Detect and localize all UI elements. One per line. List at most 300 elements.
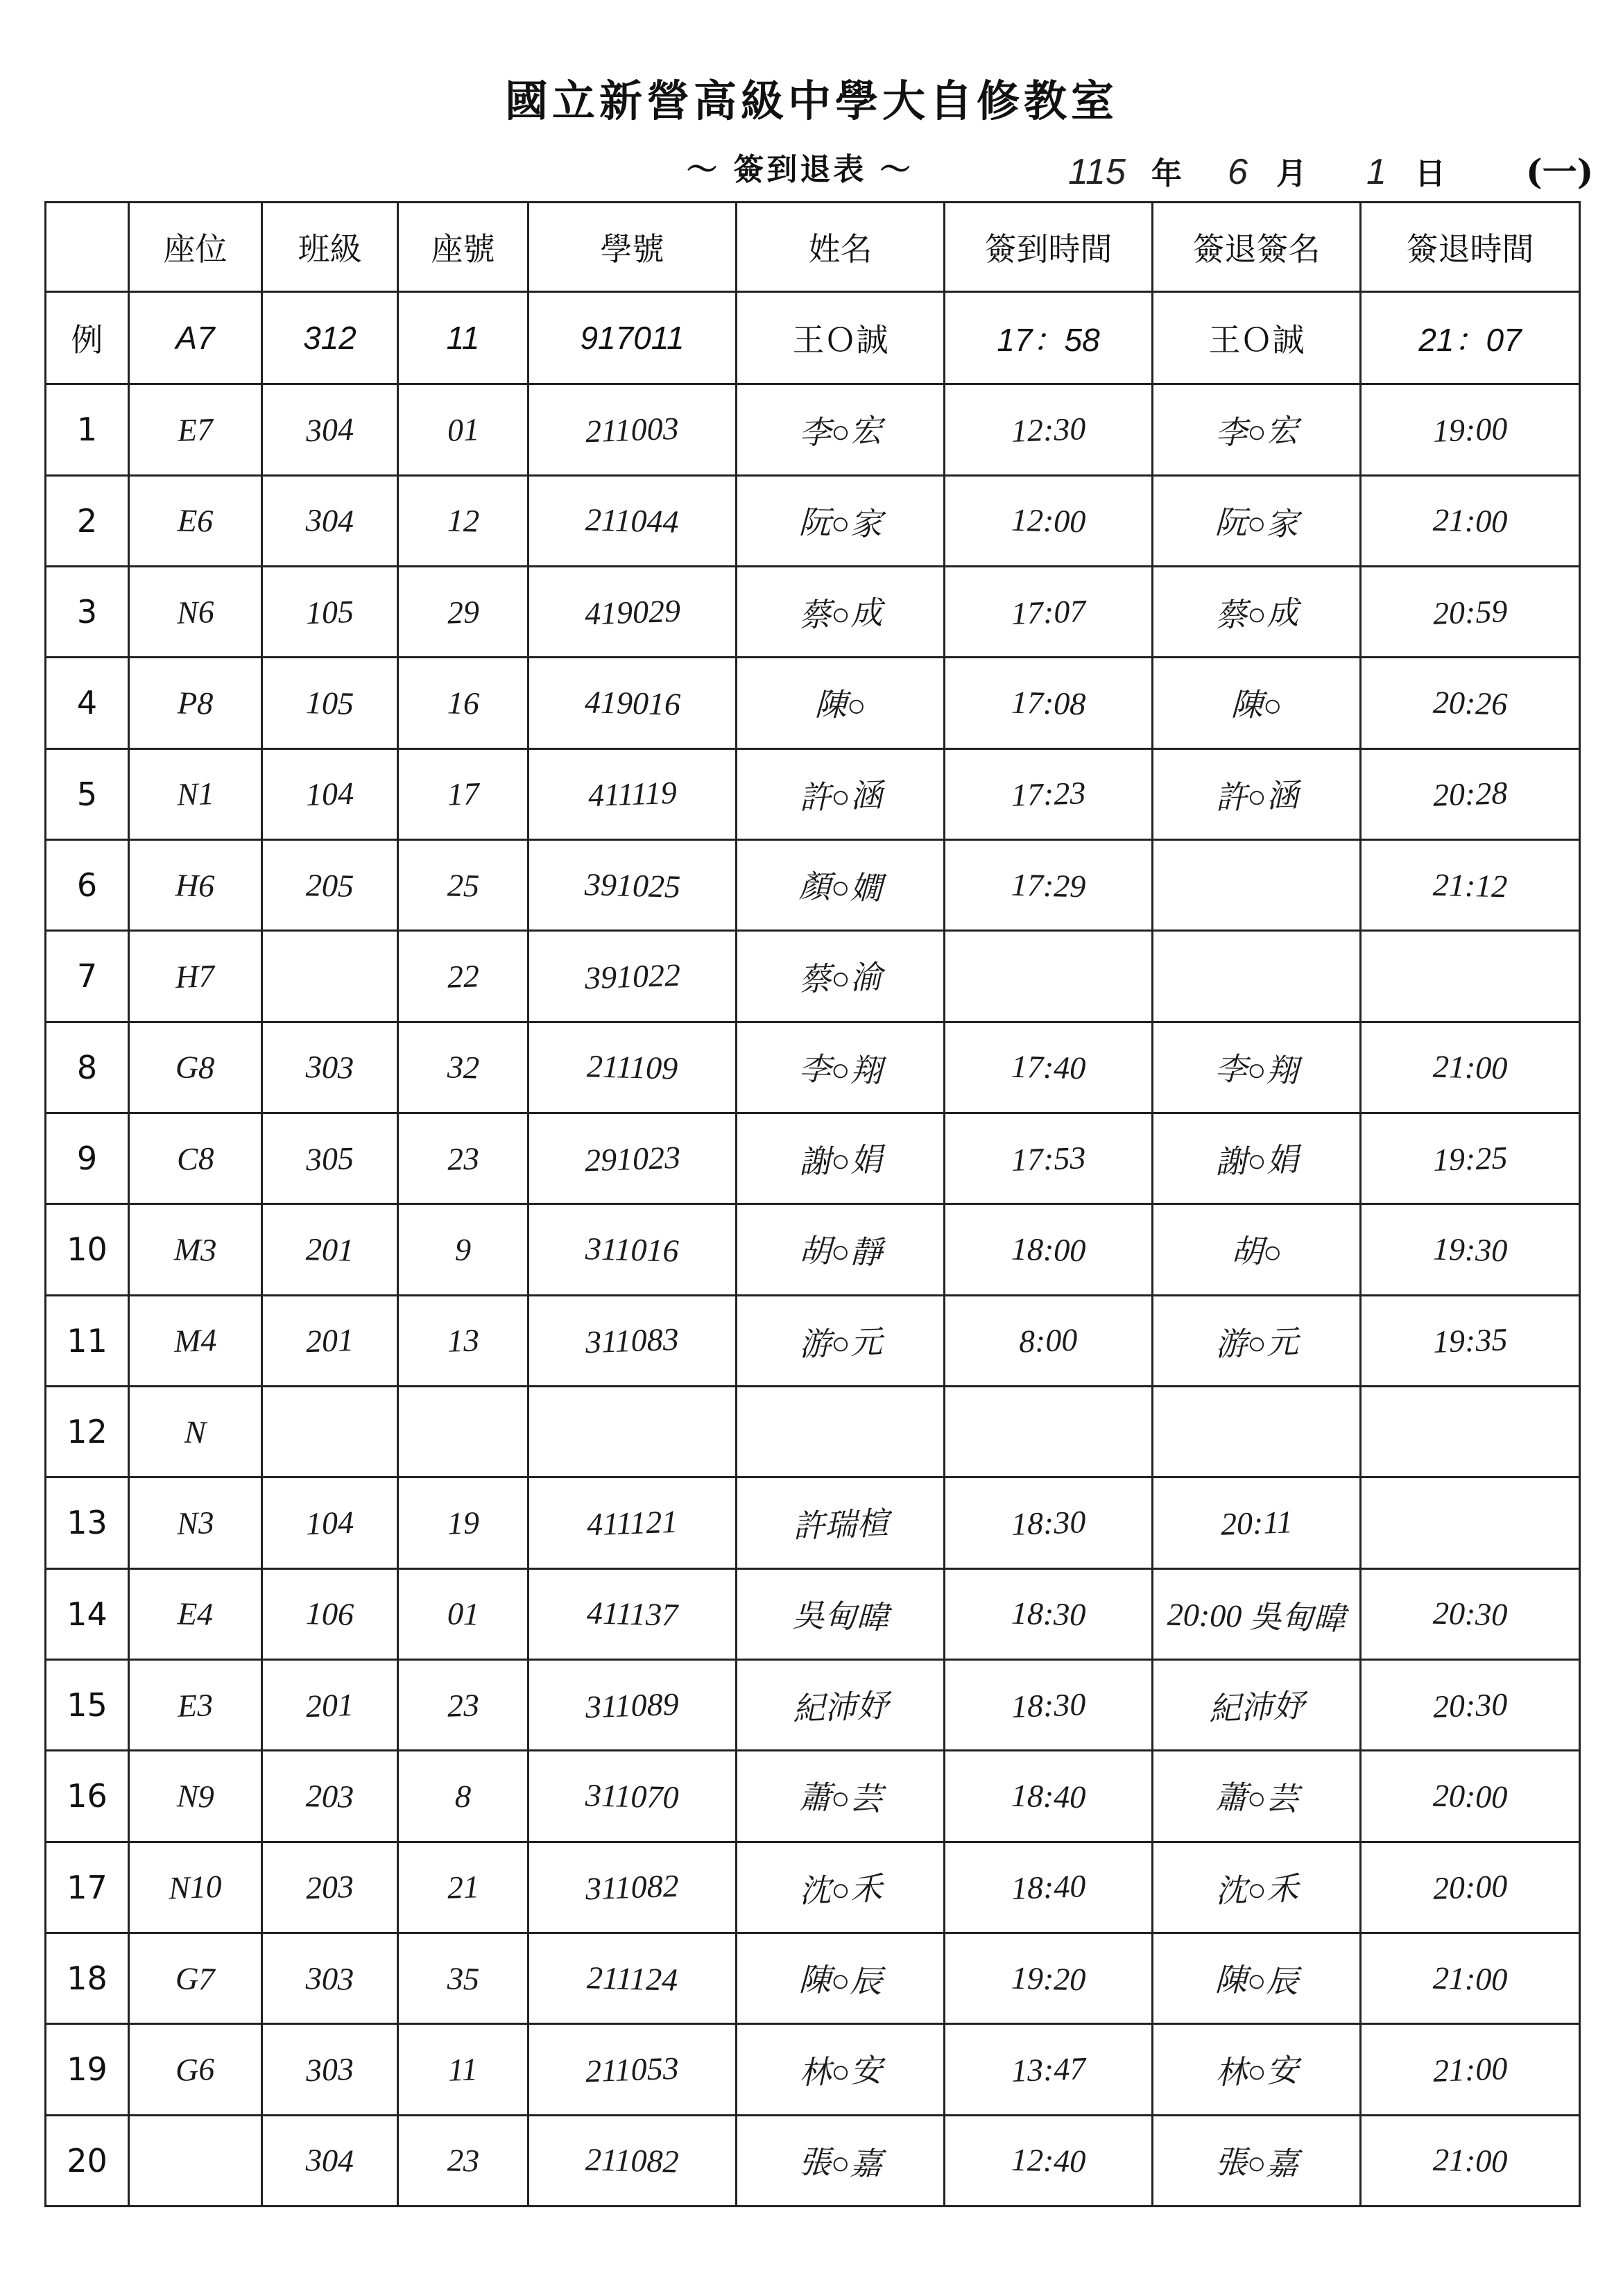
student-id-cell (529, 384, 737, 475)
student-id-cell (529, 1477, 737, 1568)
name-cell-text: 李○翔 (798, 1051, 882, 1089)
seat-no-cell-text: 29 (446, 593, 480, 631)
seat-no-cell (398, 1477, 529, 1568)
sign-out-name-cell (1153, 475, 1361, 566)
sign-in-time-cell-text: 17:40 (1011, 1048, 1086, 1086)
sign-out-time-cell (1361, 1568, 1580, 1659)
seat-no-cell (398, 566, 529, 657)
name-cell (737, 1386, 945, 1477)
seat-no-cell (398, 658, 529, 748)
table-row (46, 1022, 1580, 1113)
class-cell-text: 201 (305, 1231, 354, 1268)
sign-in-time-cell (945, 1022, 1153, 1113)
class-cell (262, 1204, 398, 1295)
name-cell-text: 蕭○芸 (798, 1779, 882, 1817)
row-number: 5 (46, 748, 129, 839)
class-cell-text: 201 (305, 1322, 354, 1360)
seat-no-cell-text: 01 (446, 1595, 480, 1632)
seat-cell (129, 748, 262, 839)
sign-in-time-cell-text: 12:30 (1010, 411, 1087, 449)
student-id-cell-text: 211124 (586, 1959, 678, 1998)
table-row (46, 1386, 1580, 1477)
seat-no-cell-text: 32 (446, 1049, 480, 1086)
table-row (46, 1659, 1580, 1750)
seat-no-cell (398, 2024, 529, 2115)
example-student-id: 917011 (529, 292, 737, 384)
col-header-sign-out-time: 簽退時間 (1361, 203, 1580, 292)
sign-out-time-cell-text: 21:12 (1432, 866, 1508, 905)
name-cell-text: 阮○家 (798, 504, 882, 542)
sign-out-time-cell-text: 20:30 (1432, 1595, 1508, 1633)
sign-out-name-cell (1153, 1933, 1361, 2023)
row-number: 7 (46, 931, 129, 1022)
row-number: 14 (46, 1568, 129, 1659)
seat-no-cell (398, 1568, 529, 1659)
class-cell-text: 305 (305, 1140, 354, 1177)
class-cell (262, 2024, 398, 2115)
name-cell (737, 748, 945, 839)
name-cell-text: 紀沛妤 (791, 1688, 889, 1727)
seat-no-cell-text: 11 (447, 2051, 479, 2088)
name-cell (737, 1295, 945, 1386)
sign-out-time-cell (1361, 1204, 1580, 1295)
class-cell (262, 2115, 398, 2206)
row-number: 2 (46, 475, 129, 566)
sign-out-name-cell-text: 謝○娟 (1214, 1142, 1299, 1181)
class-cell (262, 1295, 398, 1386)
table-row (46, 1295, 1580, 1386)
sign-out-name-cell-text: 張○嘉 (1214, 2144, 1298, 2182)
row-number: 3 (46, 566, 129, 657)
student-id-cell-text: 391025 (583, 866, 681, 905)
student-id-cell-text: 311016 (585, 1231, 680, 1269)
sign-out-name-cell (1153, 1386, 1361, 1477)
class-cell (262, 1113, 398, 1203)
name-cell-text: 吳甸暐 (791, 1597, 889, 1636)
class-cell (262, 475, 398, 566)
sign-in-time-cell-text: 18:30 (1010, 1504, 1087, 1542)
table-row (46, 748, 1580, 839)
seat-cell (129, 931, 262, 1022)
student-id-cell (529, 2024, 737, 2115)
name-cell-text: 蔡○成 (798, 595, 883, 634)
seat-no-cell (398, 1842, 529, 1933)
student-id-cell-text: 311083 (585, 1321, 680, 1360)
student-id-cell (529, 1386, 737, 1477)
sign-in-time-cell-text: 13:47 (1010, 2050, 1087, 2089)
sign-out-time-cell-text: 21:00 (1432, 502, 1508, 540)
sign-in-time-cell (945, 1933, 1153, 2023)
form-date (1068, 144, 1593, 194)
seat-no-cell-text: 23 (446, 1140, 480, 1177)
sign-out-time-cell (1361, 1386, 1580, 1477)
seat-no-cell (398, 2115, 529, 2206)
seat-cell (129, 1659, 262, 1750)
name-cell-text: 沈○禾 (798, 1870, 883, 1909)
name-cell (737, 566, 945, 657)
sign-out-name-cell-text: 游○元 (1214, 1323, 1299, 1362)
name-cell (737, 2115, 945, 2206)
row-number: 19 (46, 2024, 129, 2115)
sign-in-table (44, 201, 1581, 2207)
seat-cell-text: G8 (175, 1049, 216, 1086)
seat-no-cell-text: 21 (446, 1869, 480, 1906)
sign-in-time-cell (945, 1477, 1153, 1568)
name-cell-text: 謝○娟 (798, 1142, 883, 1181)
seat-cell-text: N (184, 1414, 207, 1450)
seat-cell-text: N3 (175, 1505, 215, 1541)
sign-out-time-cell (1361, 384, 1580, 475)
name-cell (737, 839, 945, 930)
seat-cell-text: N6 (175, 593, 215, 631)
class-cell (262, 384, 398, 475)
seat-no-cell (398, 1386, 529, 1477)
seat-cell (129, 2024, 262, 2115)
seat-no-cell-text: 23 (446, 1686, 480, 1724)
example-sign-out-name: 王Ｏ誠 (1153, 292, 1361, 384)
sign-out-time-cell-text: 19:35 (1432, 1321, 1509, 1360)
class-cell-text: 203 (305, 1869, 354, 1906)
row-number: 8 (46, 1022, 129, 1113)
sign-out-time-cell-text: 20:00 (1432, 1868, 1509, 1907)
sign-out-name-cell (1153, 2024, 1361, 2115)
seat-no-cell-text: 35 (446, 1960, 480, 1997)
row-number: 10 (46, 1204, 129, 1295)
sign-out-time-cell-text: 20:26 (1432, 684, 1508, 722)
student-id-cell (529, 566, 737, 657)
student-id-cell-text: 211044 (585, 502, 680, 540)
student-id-cell-text: 311089 (585, 1686, 680, 1724)
class-cell (262, 748, 398, 839)
sign-out-name-cell (1153, 1751, 1361, 1842)
seat-cell (129, 475, 262, 566)
seat-cell (129, 1022, 262, 1113)
table-row (46, 658, 1580, 748)
table-row (46, 1113, 1580, 1203)
row-number: 16 (46, 1751, 129, 1842)
sign-in-time-cell (945, 1204, 1153, 1295)
seat-no-cell (398, 1295, 529, 1386)
seat-cell (129, 384, 262, 475)
sign-in-time-cell (945, 384, 1153, 475)
class-cell-text: 303 (305, 1049, 354, 1086)
table-row (46, 1204, 1580, 1295)
subtitle-row (0, 144, 1623, 200)
seat-cell-text: N9 (175, 1778, 215, 1815)
sign-out-time-cell (1361, 839, 1580, 930)
row-number: 9 (46, 1113, 129, 1203)
sign-out-name-cell (1153, 658, 1361, 748)
col-header-seat-no: 座號 (398, 203, 529, 292)
sign-in-time-cell (945, 931, 1153, 1022)
seat-no-cell-text: 16 (446, 685, 480, 721)
sign-out-name-cell-text: 李○翔 (1214, 1051, 1298, 1089)
table-row (46, 1568, 1580, 1659)
sign-in-time-cell (945, 1386, 1153, 1477)
sign-out-time-cell-text: 21:00 (1432, 2141, 1508, 2179)
date-month: 6 (1228, 152, 1248, 192)
name-cell-text: 許○涵 (798, 777, 883, 816)
class-cell-text: 304 (305, 2142, 354, 2179)
sign-out-name-cell-text: 蕭○芸 (1214, 1779, 1298, 1817)
col-header-student-id: 學號 (529, 203, 737, 292)
sign-out-name-cell (1153, 1295, 1361, 1386)
class-cell (262, 1659, 398, 1750)
seat-no-cell-text: 13 (446, 1322, 480, 1360)
sign-in-time-cell-text: 17:53 (1010, 1139, 1087, 1178)
seat-cell-text: G6 (175, 2050, 216, 2088)
row-number: 1 (46, 384, 129, 475)
sign-in-time-cell-text: 8:00 (1018, 1321, 1079, 1360)
table-row (46, 2024, 1580, 2115)
row-number: 17 (46, 1842, 129, 1933)
example-seat: A7 (129, 292, 262, 384)
sign-out-name-cell (1153, 1022, 1361, 1113)
seat-cell-text: E3 (177, 1686, 214, 1724)
date-year-label: 年 (1151, 156, 1182, 191)
sign-out-name-cell (1153, 1568, 1361, 1659)
sign-out-name-cell-text: 阮○家 (1214, 504, 1298, 542)
student-id-cell (529, 931, 737, 1022)
class-cell (262, 566, 398, 657)
name-cell (737, 475, 945, 566)
seat-cell-text: M3 (173, 1231, 217, 1268)
col-header-sign-in-time: 簽到時間 (945, 203, 1153, 292)
seat-no-cell (398, 1022, 529, 1113)
class-cell (262, 1386, 398, 1477)
seat-cell (129, 1568, 262, 1659)
seat-no-cell-text: 17 (446, 776, 480, 813)
sign-in-time-cell (945, 1842, 1153, 1933)
student-id-cell (529, 839, 737, 930)
seat-no-cell-text: 23 (446, 2142, 480, 2179)
sign-out-time-cell (1361, 1477, 1580, 1568)
sign-in-time-cell (945, 658, 1153, 748)
table-row (46, 839, 1580, 930)
student-id-cell (529, 2115, 737, 2206)
date-month-label: 月 (1276, 156, 1307, 191)
seat-no-cell (398, 1933, 529, 2023)
sign-in-time-cell (945, 1568, 1153, 1659)
sign-in-time-cell (945, 1295, 1153, 1386)
sign-in-time-cell (945, 1659, 1153, 1750)
seat-cell-text: G7 (175, 1960, 216, 1997)
name-cell (737, 384, 945, 475)
sign-out-name-cell-text: 陳○辰 (1214, 1962, 1298, 2000)
name-cell (737, 658, 945, 748)
example-class: 312 (262, 292, 398, 384)
table-row (46, 384, 1580, 475)
student-id-cell (529, 1204, 737, 1295)
row-number: 12 (46, 1386, 129, 1477)
seat-no-cell-text: 25 (446, 867, 480, 904)
sign-out-time-cell (1361, 2115, 1580, 2206)
table-row (46, 1842, 1580, 1933)
class-cell (262, 1477, 398, 1568)
example-sign-out-time: 21：07 (1361, 292, 1580, 384)
name-cell-text: 林○安 (798, 2053, 883, 2091)
name-cell-text: 李○宏 (798, 413, 883, 452)
sign-out-name-cell (1153, 1204, 1361, 1295)
student-id-cell (529, 1659, 737, 1750)
sign-out-time-cell-text: 19:30 (1432, 1231, 1508, 1269)
student-id-cell-text: 211053 (585, 2050, 680, 2089)
sign-out-name-cell-text: 20:00 吳甸暐 (1167, 1596, 1346, 1637)
sign-out-name-cell-text: 李○宏 (1214, 413, 1299, 452)
sign-out-time-cell (1361, 748, 1580, 839)
seat-cell (129, 1842, 262, 1933)
seat-cell (129, 1113, 262, 1203)
seat-no-cell (398, 839, 529, 930)
name-cell-text: 陳○辰 (798, 1962, 882, 2000)
class-cell-text: 303 (305, 1960, 354, 1997)
seat-cell-text: E6 (177, 502, 214, 539)
sign-in-time-cell (945, 2115, 1153, 2206)
name-cell-text: 張○嘉 (798, 2144, 882, 2182)
seat-cell (129, 566, 262, 657)
sign-out-time-cell (1361, 1022, 1580, 1113)
class-cell (262, 931, 398, 1022)
name-cell (737, 1113, 945, 1203)
seat-no-cell (398, 1204, 529, 1295)
student-id-cell (529, 1933, 737, 2023)
name-cell (737, 1477, 945, 1568)
table-row (46, 2115, 1580, 2206)
seat-cell-text: P8 (177, 685, 214, 721)
name-cell (737, 1568, 945, 1659)
name-cell-text: 陳○ (814, 687, 866, 724)
sign-out-time-cell (1361, 658, 1580, 748)
sign-out-name-cell-text: 陳○ (1230, 687, 1282, 724)
seat-no-cell-text: 12 (446, 502, 480, 539)
sign-out-time-cell-text: 19:25 (1432, 1139, 1509, 1178)
sign-out-time-cell (1361, 1933, 1580, 2023)
class-cell (262, 1022, 398, 1113)
name-cell (737, 1022, 945, 1113)
name-cell (737, 1659, 945, 1750)
col-header-name: 姓名 (737, 203, 945, 292)
seat-cell (129, 1477, 262, 1568)
sign-out-time-cell-text: 20:00 (1432, 1777, 1508, 1815)
sign-out-name-cell (1153, 931, 1361, 1022)
student-id-cell (529, 475, 737, 566)
class-cell-text: 105 (305, 685, 354, 721)
date-year: 115 (1068, 152, 1126, 192)
sign-out-time-cell (1361, 1295, 1580, 1386)
sign-in-time-cell (945, 2024, 1153, 2115)
seat-cell (129, 1204, 262, 1295)
seat-cell-text: E4 (177, 1595, 214, 1632)
class-cell (262, 1933, 398, 2023)
date-day-label: 日 (1415, 156, 1445, 191)
student-id-cell-text: 211109 (586, 1048, 678, 1086)
name-cell (737, 1842, 945, 1933)
sign-in-time-cell-text: 17:07 (1010, 592, 1087, 631)
class-cell-text: 104 (305, 776, 354, 813)
row-number: 15 (46, 1659, 129, 1750)
sign-in-time-cell-text: 18:40 (1011, 1777, 1086, 1815)
row-number: 11 (46, 1295, 129, 1386)
sign-in-time-cell-text: 17:29 (1011, 866, 1086, 905)
name-cell-text: 胡○靜 (798, 1233, 882, 1271)
sign-out-time-cell-text: 19:00 (1432, 411, 1509, 449)
class-cell (262, 1751, 398, 1842)
col-header-sign-out-name: 簽退簽名 (1153, 203, 1361, 292)
seat-no-cell (398, 931, 529, 1022)
sign-out-time-cell (1361, 1659, 1580, 1750)
sign-out-time-cell-text: 20:28 (1432, 775, 1509, 814)
sign-out-time-cell (1361, 931, 1580, 1022)
student-id-cell (529, 748, 737, 839)
sign-in-time-cell-text: 12:00 (1011, 502, 1086, 540)
name-cell-text: 游○元 (798, 1323, 883, 1362)
row-number: 18 (46, 1933, 129, 2023)
class-cell (262, 1568, 398, 1659)
student-id-cell-text: 211082 (585, 2141, 680, 2180)
sign-in-time-cell-text: 12:40 (1011, 2141, 1086, 2179)
sign-out-name-cell-text: 20:11 (1219, 1504, 1294, 1542)
sign-out-time-cell (1361, 1751, 1580, 1842)
seat-cell-text: H7 (175, 957, 216, 995)
student-id-cell-text: 291023 (583, 1139, 681, 1179)
seat-no-cell (398, 1659, 529, 1750)
name-cell-text: 顏○嫺 (798, 868, 882, 907)
sign-in-time-cell-text: 18:40 (1010, 1868, 1087, 1907)
sign-out-name-cell (1153, 566, 1361, 657)
row-number: 13 (46, 1477, 129, 1568)
name-cell (737, 1751, 945, 1842)
example-row (46, 292, 1580, 384)
class-cell-text: 303 (305, 2050, 354, 2089)
row-number: 4 (46, 658, 129, 748)
seat-cell (129, 1386, 262, 1477)
class-cell (262, 839, 398, 930)
sign-out-name-cell (1153, 748, 1361, 839)
seat-no-cell (398, 748, 529, 839)
sign-out-name-cell (1153, 1659, 1361, 1750)
table-row (46, 1477, 1580, 1568)
class-cell-text: 104 (305, 1504, 354, 1542)
seat-cell (129, 658, 262, 748)
table-row (46, 1933, 1580, 2023)
seat-no-cell (398, 384, 529, 475)
student-id-cell (529, 1113, 737, 1203)
class-cell-text: 105 (305, 593, 354, 631)
sign-out-time-cell (1361, 475, 1580, 566)
seat-cell-text: N10 (168, 1868, 223, 1906)
sign-in-time-cell (945, 839, 1153, 930)
seat-cell-text: M4 (173, 1322, 218, 1360)
sign-in-time-cell-text: 17:08 (1011, 684, 1086, 722)
seat-no-cell-text: 22 (446, 958, 480, 995)
sign-out-name-cell (1153, 1842, 1361, 1933)
seat-no-cell-text: 8 (454, 1778, 472, 1815)
name-cell (737, 1204, 945, 1295)
class-cell-text: 205 (305, 866, 354, 904)
sign-in-time-cell (945, 1751, 1153, 1842)
name-cell (737, 1933, 945, 2023)
col-header-seat: 座位 (129, 203, 262, 292)
seat-cell (129, 1295, 262, 1386)
class-cell (262, 658, 398, 748)
row-number: 20 (46, 2115, 129, 2206)
table-row (46, 475, 1580, 566)
student-id-cell (529, 1295, 737, 1386)
sign-out-time-cell-text: 20:30 (1432, 1686, 1509, 1724)
sign-in-time-cell (945, 1113, 1153, 1203)
student-id-cell-text: 391022 (583, 957, 681, 996)
student-id-cell-text: 411121 (586, 1503, 678, 1543)
